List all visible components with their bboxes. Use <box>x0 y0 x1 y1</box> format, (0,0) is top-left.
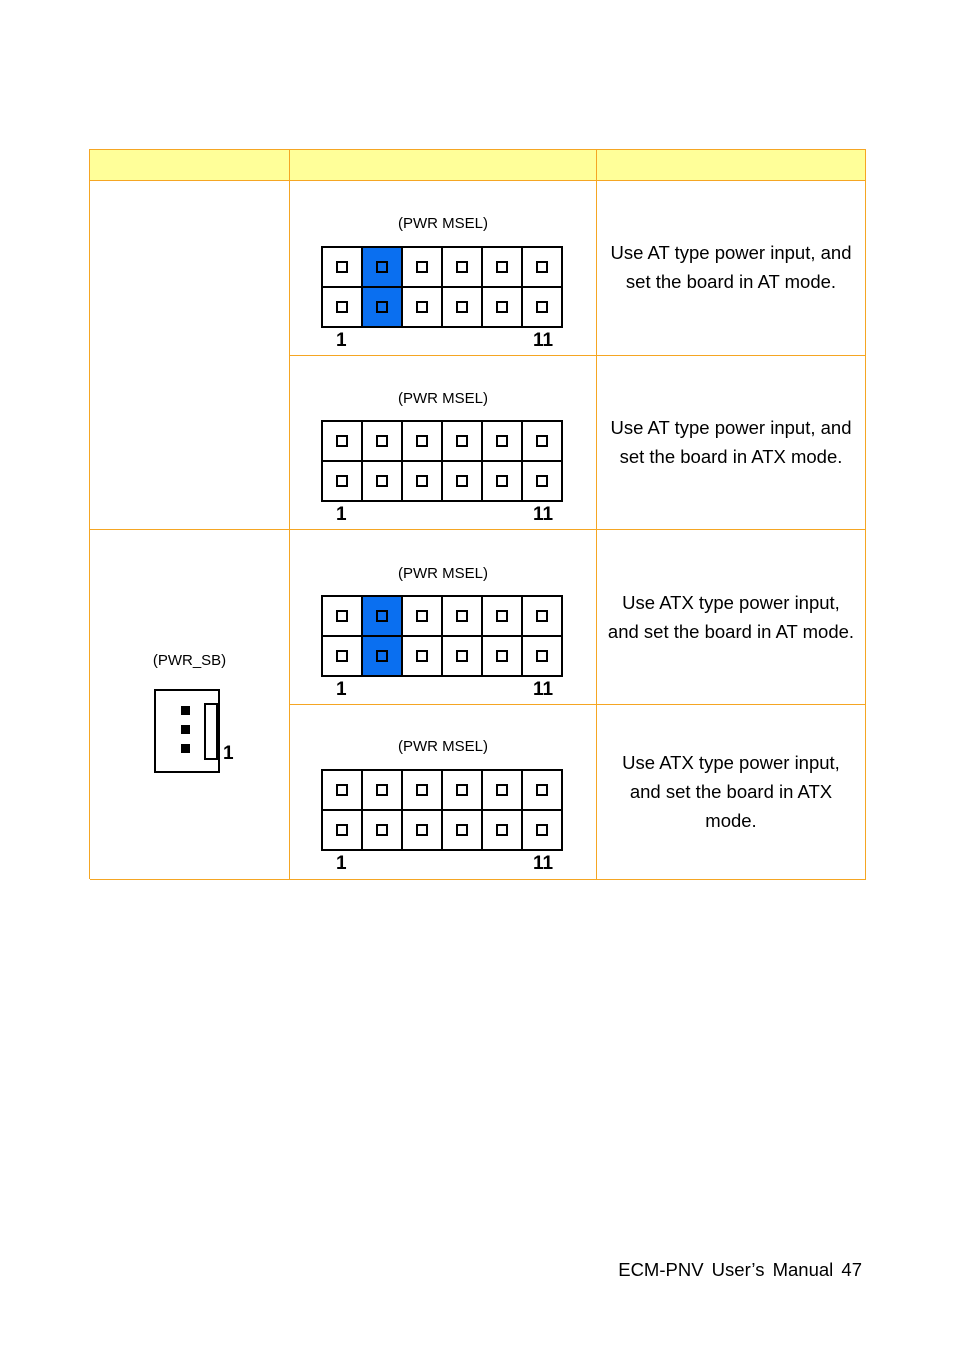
jumper-setting-table <box>89 149 866 879</box>
jumper-pin <box>377 302 387 312</box>
jumper-pin <box>417 651 427 661</box>
jumper-pin <box>417 611 427 621</box>
jumper-diagram <box>321 420 563 502</box>
jumper-caption: (PWR MSEL) <box>398 565 488 582</box>
jumper-cell <box>290 181 597 356</box>
jumper-pin <box>537 476 547 486</box>
jumper-pin <box>377 436 387 446</box>
jumper-pin <box>337 785 347 795</box>
pin-1-label: 1 <box>336 853 347 874</box>
description-cell <box>597 181 866 356</box>
jumper-pin <box>537 825 547 835</box>
jumper-caption: (PWR MSEL) <box>398 215 488 232</box>
group-label-cell <box>90 181 290 530</box>
pin-1-label: 1 <box>336 679 347 700</box>
group-label-cell <box>90 530 290 880</box>
jumper-pin <box>497 651 507 661</box>
jumper-pin <box>497 785 507 795</box>
jumper-pin <box>337 476 347 486</box>
jumper-diagram <box>321 595 563 677</box>
table-header-cell-3 <box>597 150 866 181</box>
description-cell <box>597 356 866 530</box>
jumper-pin <box>457 611 467 621</box>
pin-11-label: 11 <box>533 853 554 874</box>
jumper-caption: (PWR MSEL) <box>398 390 488 407</box>
jumper-pin <box>537 611 547 621</box>
jumper-pin <box>537 651 547 661</box>
pin-11-label: 11 <box>533 679 554 700</box>
setting-description: Use ATX type power input, and set the board in ATX mode. <box>622 752 840 831</box>
setting-description: Use AT type power input, and set the board in AT mode. <box>610 242 852 292</box>
jumper-pin <box>337 436 347 446</box>
description-cell <box>597 705 866 880</box>
jumper-pin <box>457 262 467 272</box>
jumper-diagram <box>321 769 563 851</box>
pwr-sb-pin-1-label: 1 <box>223 743 234 764</box>
table-header-cell-2 <box>290 150 597 181</box>
jumper-pin <box>537 302 547 312</box>
jumper-pin <box>417 302 427 312</box>
pwr-sb-caption: (PWR_SB) <box>152 652 227 669</box>
jumper-pin-grid <box>321 246 563 328</box>
jumper-pin <box>457 785 467 795</box>
jumper-pin <box>497 436 507 446</box>
jumper-cell <box>290 356 597 530</box>
description-cell <box>597 530 866 705</box>
pin-1-label: 1 <box>336 504 347 525</box>
jumper-pin <box>457 302 467 312</box>
setting-description: Use AT type power input, and set the board in ATX mode. <box>610 417 852 467</box>
pwr-sb-connector <box>154 689 244 784</box>
jumper-pin-grid <box>321 769 563 851</box>
jumper-pin <box>377 611 387 621</box>
jumper-pin <box>337 262 347 272</box>
jumper-pin <box>337 825 347 835</box>
jumper-pin <box>457 825 467 835</box>
pin-11-label: 11 <box>533 504 554 525</box>
jumper-pin <box>537 436 547 446</box>
table-header-cell-1 <box>90 150 290 181</box>
setting-description: Use ATX type power input, and set the board in AT mode. <box>607 592 855 642</box>
jumper-pin <box>537 262 547 272</box>
jumper-pin <box>337 651 347 661</box>
pin-1-label: 1 <box>336 330 347 351</box>
jumper-pin <box>377 651 387 661</box>
jumper-pin <box>337 302 347 312</box>
jumper-pin <box>497 262 507 272</box>
jumper-pin <box>497 611 507 621</box>
pin-11-label: 11 <box>533 330 554 351</box>
jumper-pin <box>377 476 387 486</box>
jumper-pin <box>497 476 507 486</box>
page-footer: ECM-PNV User’s Manual 47 <box>618 1259 862 1280</box>
jumper-pin <box>457 476 467 486</box>
jumper-pin <box>457 436 467 446</box>
jumper-diagram <box>321 246 563 328</box>
jumper-pin <box>537 785 547 795</box>
jumper-pin <box>457 651 467 661</box>
jumper-pin <box>377 785 387 795</box>
jumper-pin <box>417 476 427 486</box>
jumper-cell <box>290 705 597 880</box>
jumper-pin <box>417 262 427 272</box>
jumper-pin-grid <box>321 595 563 677</box>
jumper-caption: (PWR MSEL) <box>398 738 488 755</box>
jumper-cell <box>290 530 597 705</box>
jumper-pin <box>377 825 387 835</box>
jumper-pin <box>417 436 427 446</box>
jumper-pin <box>377 262 387 272</box>
jumper-pin <box>497 302 507 312</box>
jumper-pin <box>497 825 507 835</box>
jumper-pin <box>337 611 347 621</box>
jumper-pin <box>417 785 427 795</box>
jumper-pin <box>417 825 427 835</box>
jumper-pin-grid <box>321 420 563 502</box>
